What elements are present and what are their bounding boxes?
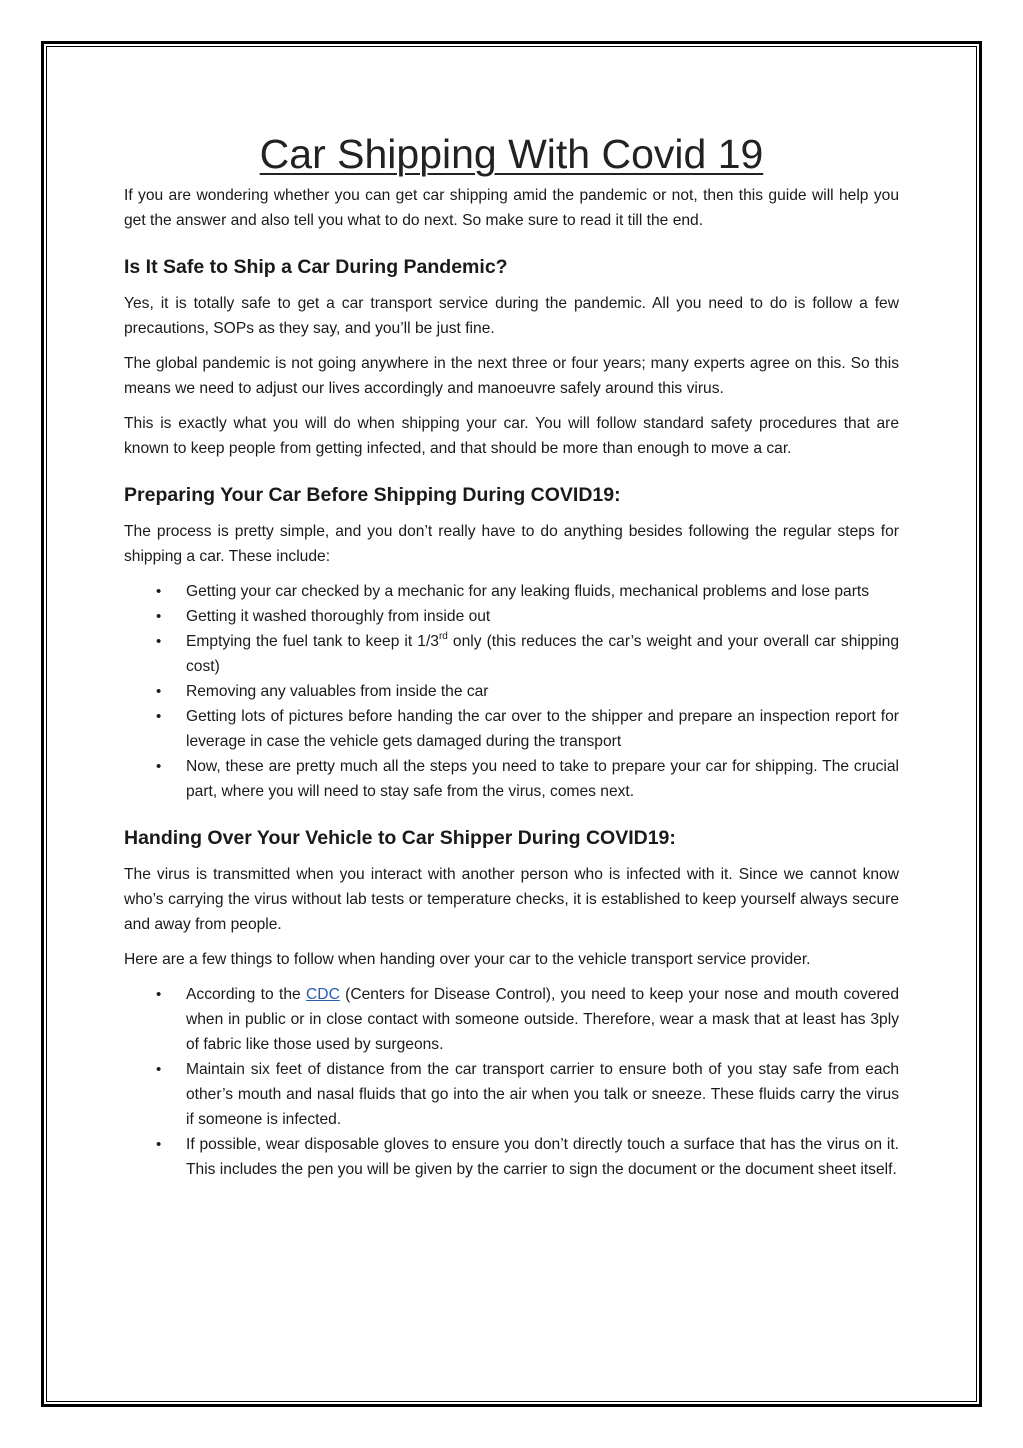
list-item-text: Maintain six feet of distance from the car transport carrier to ensure both of you stay safe from each other’s mouth and nasal fluids that go into the air when you talk or sneeze. These fluids carry the virus if someone is infected. (186, 1061, 899, 1128)
list-item-text: According to the (186, 986, 307, 1003)
list-item (124, 629, 899, 679)
paragraph: The virus is transmitted when you interact with another person who is infected with it. Since we cannot know who’s carrying the virus without lab tests or temperature checks, it is established to keep yourself always secure and away from people. (124, 866, 899, 933)
list-item-text: Now, these are pretty much all the steps you need to take to prepare your car for shipping. The crucial part, where you will need to stay safe from the virus, comes next. (186, 758, 899, 800)
list-item-text: Emptying the fuel tank to keep it 1/3 (186, 633, 439, 650)
bullet-icon: • (156, 986, 162, 1003)
list-item (124, 579, 899, 604)
page-title: Car Shipping With Covid 19 (259, 131, 764, 177)
list-item-text: Removing any valuables from inside the car (186, 683, 489, 700)
list-item (124, 1057, 899, 1132)
list-item (124, 679, 899, 704)
bullet-icon: • (156, 633, 162, 650)
list-item (124, 754, 899, 804)
list-item-text: Getting lots of pictures before handing the car over to the shipper and prepare an inspection report for leverage in case the vehicle gets damaged during the transport (186, 708, 899, 750)
list-item (124, 704, 899, 754)
preparation-list (124, 579, 899, 804)
bullet-icon: • (156, 583, 162, 600)
list-item (124, 604, 899, 629)
list-item-text: (Centers for Disease Control), you need to keep your nose and mouth covered when in public or in close contact with someone outside. Therefore, wear a mask that at least has 3ply of fabric like those used by surgeons. (186, 986, 899, 1053)
document-body (124, 128, 899, 1192)
section-heading-handing-over: Handing Over Your Vehicle to Car Shipper During COVID19: (124, 827, 676, 849)
bullet-icon: • (156, 708, 162, 725)
list-item (124, 1132, 899, 1182)
paragraph: The global pandemic is not going anywhere in the next three or four years; many experts agree on this. So this means we need to adjust our lives accordingly and manoeuvre safely around this virus. (124, 355, 899, 397)
list-item (124, 982, 899, 1057)
section-heading-safety: Is It Safe to Ship a Car During Pandemic? (124, 256, 508, 278)
list-item-text: only (this reduces the car’s weight and your overall car shipping cost) (186, 633, 900, 675)
bullet-icon: • (156, 683, 162, 700)
bullet-icon: • (156, 1136, 162, 1153)
cdc-link[interactable]: CDC (306, 986, 340, 1003)
paragraph: Here are a few things to follow when handing over your car to the vehicle transport service provider. (124, 951, 811, 968)
section-heading-preparing: Preparing Your Car Before Shipping During COVID19: (124, 484, 621, 506)
list-item-text: If possible, wear disposable gloves to ensure you don’t directly touch a surface that has the virus on it. This includes the pen you will be given by the carrier to sign the document or the document sheet itself. (186, 1136, 899, 1178)
paragraph: This is exactly what you will do when shipping your car. You will follow standard safety procedures that are known to keep people from getting infected, and that should be more than enough to move a car. (124, 415, 899, 457)
bullet-icon: • (156, 608, 162, 625)
list-item-text: Getting your car checked by a mechanic for any leaking fluids, mechanical problems and lose parts (186, 583, 870, 600)
handover-list (124, 982, 899, 1182)
paragraph: Yes, it is totally safe to get a car transport service during the pandemic. All you need to do is follow a few precautions, SOPs as they say, and you’ll be just fine. (124, 295, 899, 337)
bullet-icon: • (156, 758, 162, 775)
paragraph: The process is pretty simple, and you don’t really have to do anything besides following the regular steps for shipping a car. These include: (124, 523, 899, 565)
superscript: rd (438, 631, 448, 642)
list-item-text: Getting it washed thoroughly from inside out (186, 608, 491, 625)
intro-paragraph: If you are wondering whether you can get car shipping amid the pandemic or not, then this guide will help you get the answer and also tell you what to do next. So make sure to read it till the end. (124, 187, 899, 229)
bullet-icon: • (156, 1061, 162, 1078)
